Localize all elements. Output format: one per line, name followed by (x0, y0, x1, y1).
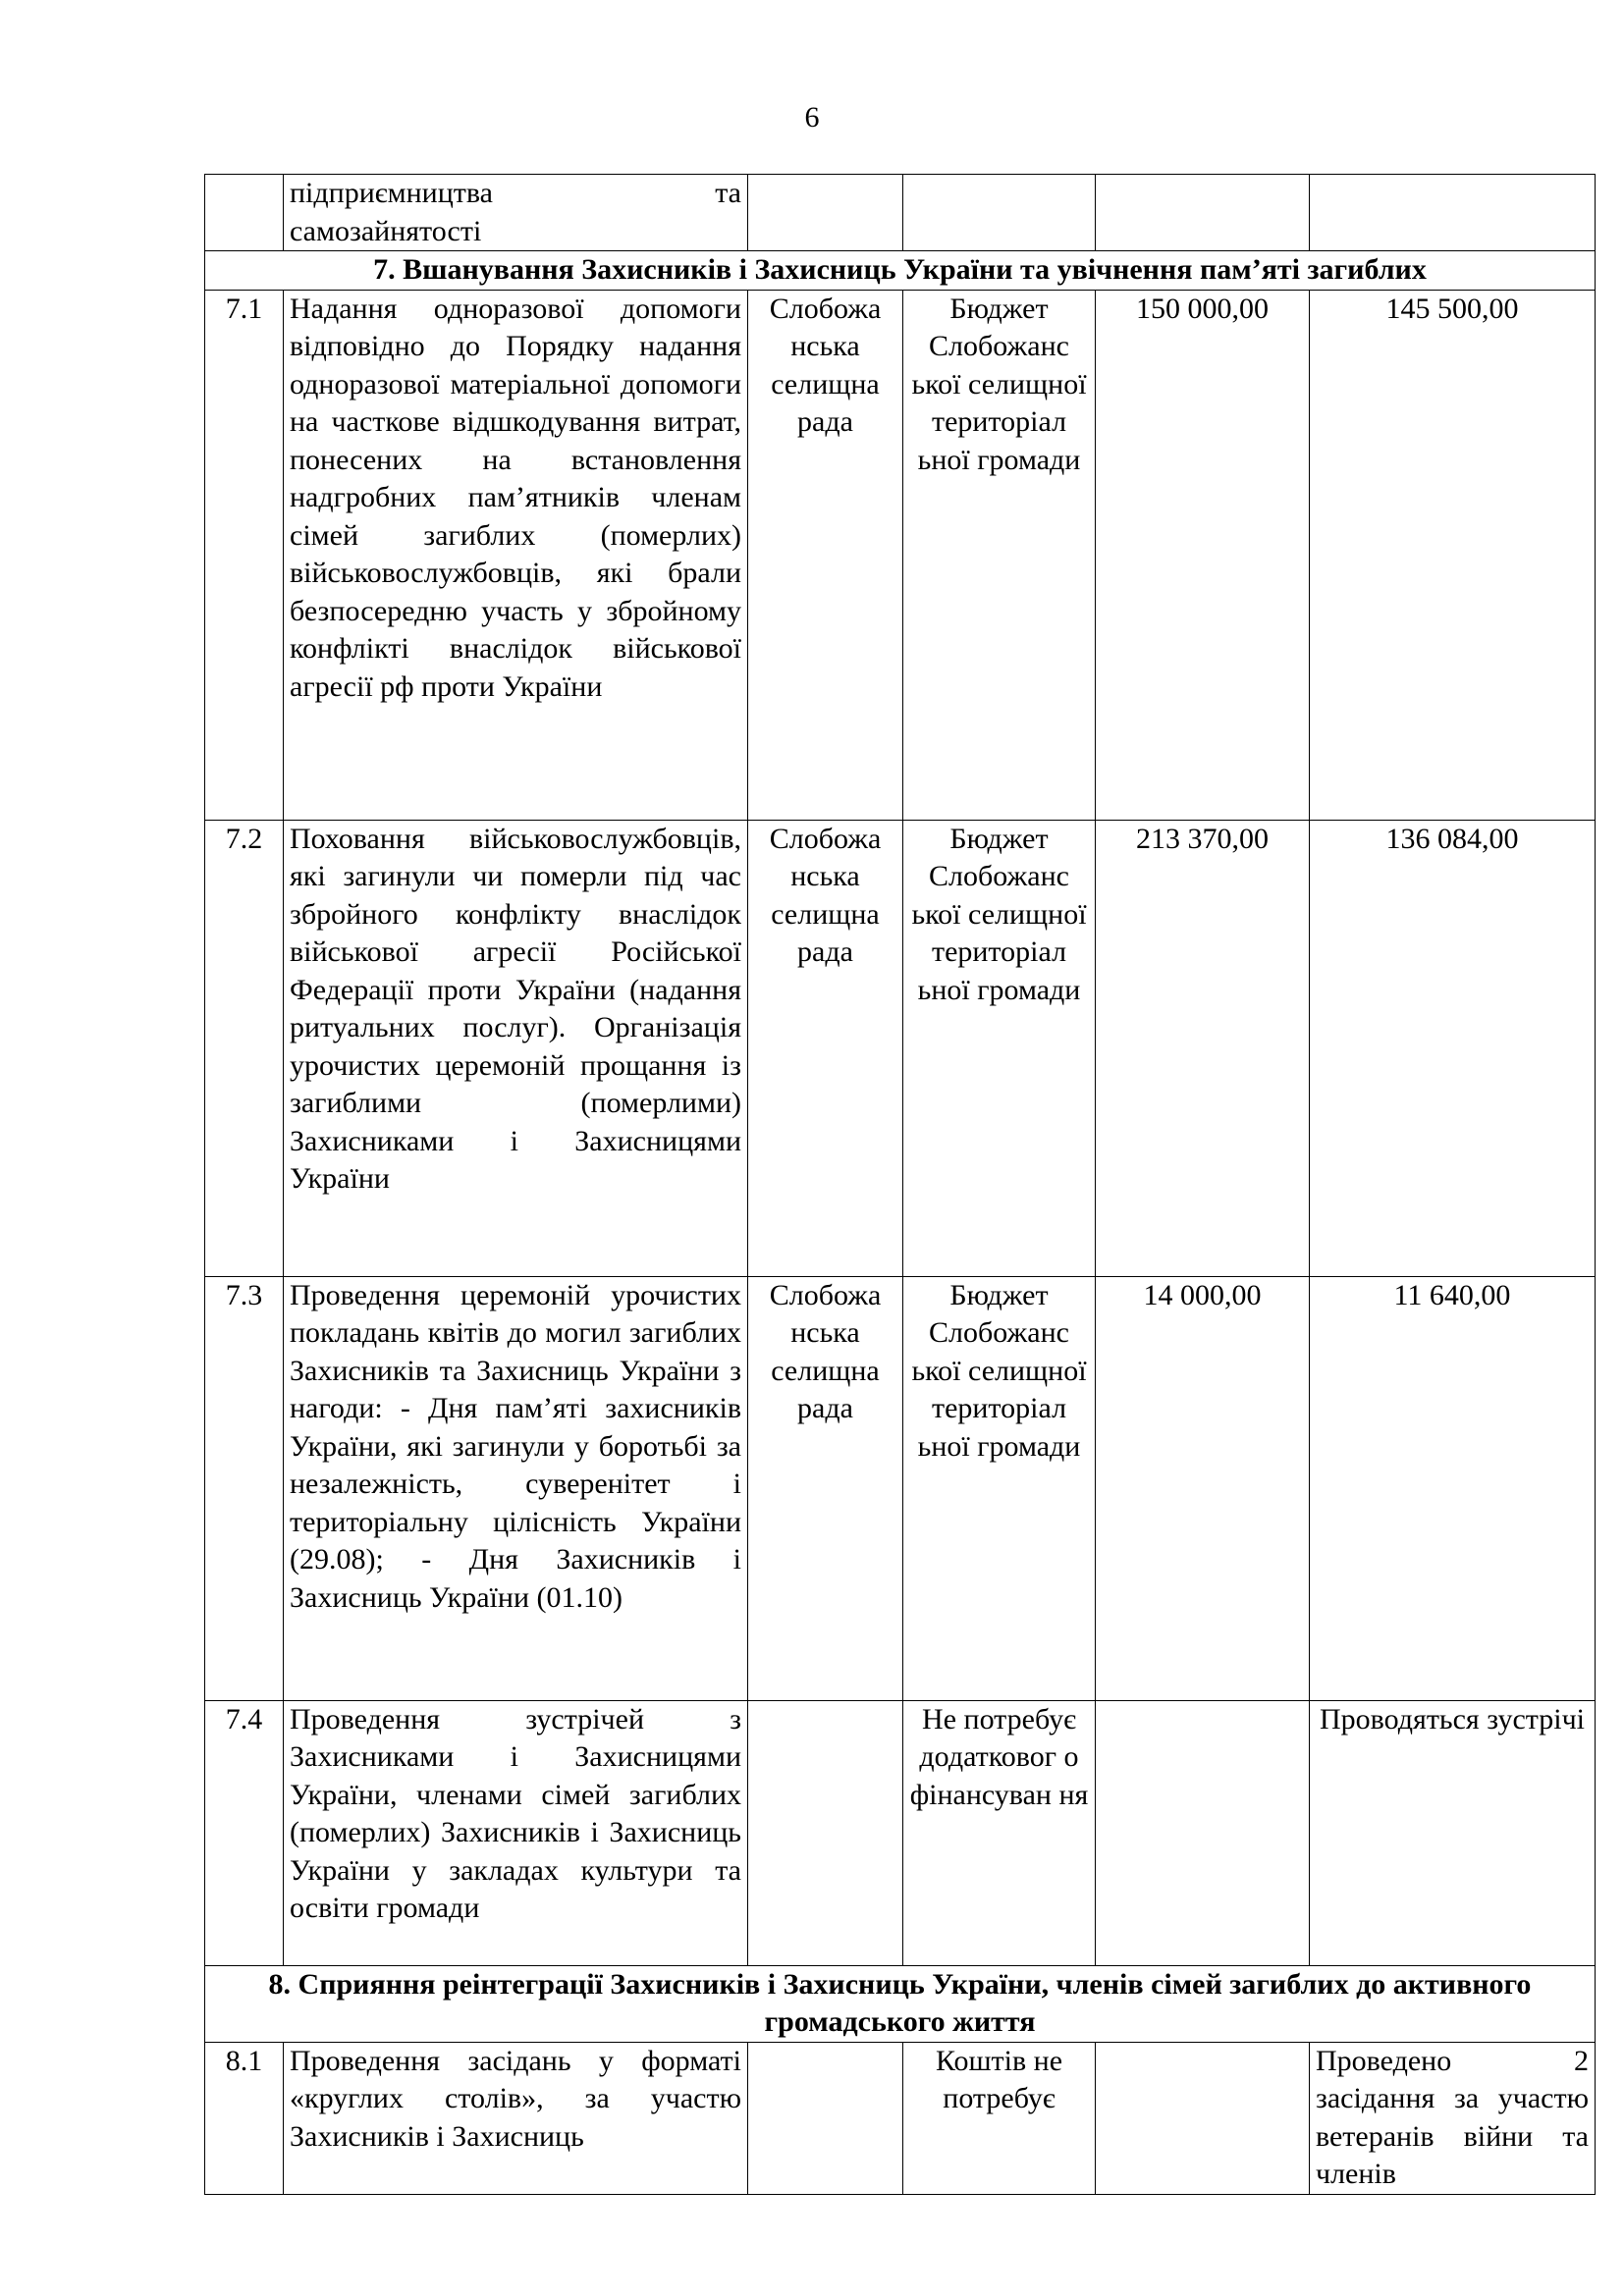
actual-amount: 136 084,00 (1310, 820, 1596, 1276)
section-heading: 8. Сприяння реінтеграції Захисників і Захисниць України, членів сімей загиблих до активного громадського життя (205, 1965, 1596, 2042)
planned-amount: 150 000,00 (1096, 290, 1310, 820)
actual-amount: 145 500,00 (1310, 290, 1596, 820)
executor-cell (748, 175, 903, 251)
planned-amount: 213 370,00 (1096, 820, 1310, 1276)
planned-amount: 14 000,00 (1096, 1276, 1310, 1700)
row-number: 8.1 (205, 2042, 284, 2194)
row-number: 7.3 (205, 1276, 284, 1700)
measure-name-line: самозайнятості (290, 214, 482, 247)
table-row-continuation (205, 175, 1596, 251)
section-heading-row (205, 1965, 1596, 2042)
table-row (205, 290, 1596, 820)
planned-amount (1096, 1700, 1310, 1965)
funding-source: Бюджет Слобожанс ької селищної територіал ьної громади (903, 1276, 1096, 1700)
executor: Слобожа нська селищна рада (748, 290, 903, 820)
row-number: 7.2 (205, 820, 284, 1276)
executor (748, 1700, 903, 1965)
measure-name: Проведення зустрічей з Захисниками і Захисницями України, членами сімей загиблих (померлих) Захисників і Захисниць України у закладах культури та освіти громади (284, 1700, 748, 1965)
planned-amount (1096, 2042, 1310, 2194)
actual-amount: 11 640,00 (1310, 1276, 1596, 1700)
actual-amount: Проводяться зустрічі (1310, 1700, 1596, 1965)
row-number: 7.1 (205, 290, 284, 820)
report-table (204, 174, 1596, 2195)
measure-name-cell (284, 175, 748, 251)
measure-name: Проведення засідань у форматі «круглих столів», за участю Захисників і Захисниць (284, 2042, 748, 2194)
planned-amount-cell (1096, 175, 1310, 251)
funding-source: Бюджет Слобожанс ької селищної територіал ьної громади (903, 820, 1096, 1276)
page-number: 6 (804, 101, 820, 133)
table-row (205, 820, 1596, 1276)
section-heading: 7. Вшанування Захисників і Захисниць України та увічнення пам’яті загиблих (205, 251, 1596, 291)
executor: Слобожа нська селищна рада (748, 820, 903, 1276)
executor (748, 2042, 903, 2194)
funding-source: Бюджет Слобожанс ької селищної територіал ьної громади (903, 290, 1096, 820)
actual-amount-cell (1310, 175, 1596, 251)
measure-name: Проведення церемоній урочистих покладань квітів до могил загиблих Захисників та Захисниць України з нагоди: - Дня пам’яті захисників України, які загинули у боротьбі за незалежність, суверенітет і територіальну цілісність України (29.08); - Дня Захисників і Захисниць України (01.10) (284, 1276, 748, 1700)
row-number-cell (205, 175, 284, 251)
table-row (205, 2042, 1596, 2194)
funding-source-cell (903, 175, 1096, 251)
funding-source: Коштів не потребує (903, 2042, 1096, 2194)
row-number: 7.4 (205, 1700, 284, 1965)
table-row (205, 1700, 1596, 1965)
actual-amount: Проведено 2 засідання за участю ветеранів війни та членів (1310, 2042, 1596, 2194)
funding-source: Не потребує додатковог о фінансуван ня (903, 1700, 1096, 1965)
measure-name-line: підприємництва та (290, 177, 741, 209)
measure-name: Поховання військовослужбовців, які загинули чи померли під час збройного конфлікту внаслідок військової агресії Російської Федерації проти України (надання ритуальних послуг). Організація урочистих церемоній прощання із загиблими (померлими) Захисниками і Захисницями України (284, 820, 748, 1276)
section-heading-row (205, 251, 1596, 291)
table-row (205, 1276, 1596, 1700)
measure-name: Надання одноразової допомоги відповідно до Порядку надання одноразової матеріальної допомоги на часткове відшкодування витрат, понесених на встановлення надгробних пам’ятників членам сімей загиблих (померлих) військовослужбовців, які брали безпосередню участь у збройному конфлікті внаслідок військової агресії рф проти України (284, 290, 748, 820)
executor: Слобожа нська селищна рада (748, 1276, 903, 1700)
